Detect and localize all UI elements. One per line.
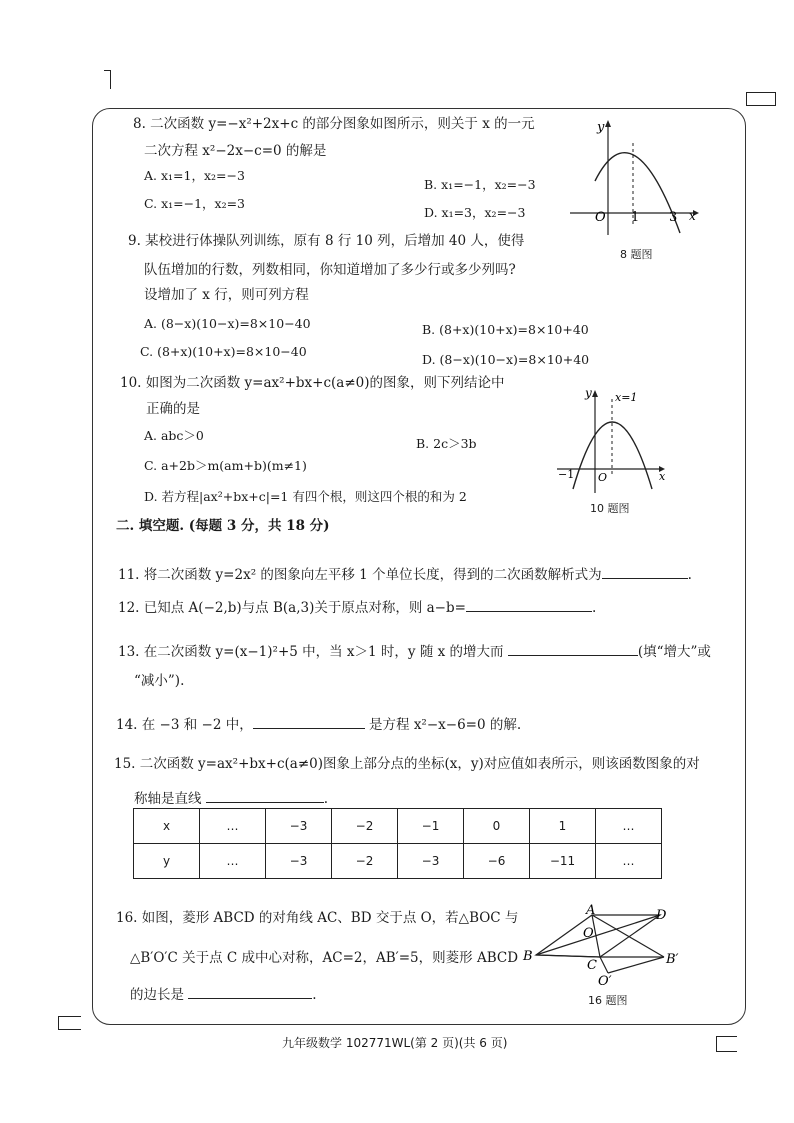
table-cell: y — [134, 844, 200, 879]
q8-option-a: A. x₁=1，x₂=−3 — [144, 168, 245, 183]
q13-line1 — [118, 643, 711, 660]
q10-option-a: A. abc＞0 — [144, 428, 204, 443]
table-cell: … — [596, 844, 662, 879]
q8-line2: 二次方程 x²−2x−c=0 的解是 — [144, 143, 327, 159]
q15-period: . — [323, 791, 329, 807]
q10-option-c: C. a+2b＞m(am+b)(m≠1) — [144, 458, 307, 473]
q14-post: 是方程 x²−x−6=0 的解. — [369, 717, 522, 733]
table-cell: −2 — [332, 809, 398, 844]
q12-text — [118, 599, 596, 616]
page-footer: 九年级数学 102771WL(第 2 页)(共 6 页) — [282, 1036, 508, 1050]
q10-graph-origin: O — [598, 471, 608, 484]
q10-graph-y-label: y — [585, 386, 592, 400]
q15-line2-stem: 称轴是直线 — [134, 791, 202, 807]
table-cell: … — [596, 809, 662, 844]
corner-mark-bottom-left — [58, 1016, 81, 1030]
table-row — [134, 809, 662, 844]
q13-answer-blank[interactable] — [508, 643, 638, 656]
table-cell: … — [200, 844, 266, 879]
q8-line1: 8. 二次函数 y=−x²+2x+c 的部分图象如图所示，则关于 x 的一元 — [133, 116, 535, 132]
q15-value-table — [133, 808, 662, 879]
q15-answer-blank[interactable] — [206, 790, 324, 803]
q16-line2: △B′O′C 关于点 C 成中心对称，AC=2，AB′=5，则菱形 ABCD — [130, 950, 519, 966]
q9-line2: 队伍增加的行数，列数相同，你知道增加了多少行或多少列吗? — [144, 262, 516, 278]
q13-line2: “减小”). — [134, 673, 185, 689]
q10-option-d: D. 若方程|ax²+bx+c|=1 有四个根，则这四个根的和为 2 — [144, 489, 467, 504]
q16-label-b-prime: B′ — [666, 952, 679, 967]
q16-label-a: A — [586, 903, 596, 918]
q8-graph-origin: O — [595, 210, 606, 225]
table-cell: −6 — [464, 844, 530, 879]
table-cell: x — [134, 809, 200, 844]
q16-label-o-prime: O′ — [598, 974, 612, 989]
q9-option-a: A. (8−x)(10−x)=8×10−40 — [144, 316, 311, 331]
q16-line3-stem: 的边长是 — [130, 987, 184, 1003]
q14-text — [116, 716, 521, 733]
q8-caption: 8 题图 — [620, 248, 653, 261]
table-cell: 0 — [464, 809, 530, 844]
table-cell: −2 — [332, 844, 398, 879]
q13-tail: (填“增大”或 — [637, 644, 711, 660]
q16-line1: 16. 如图，菱形 ABCD 的对角线 AC、BD 交于点 O，若△BOC 与 — [116, 910, 519, 926]
q15-line2 — [134, 790, 328, 807]
q11-text — [118, 566, 692, 583]
q16-label-o: O — [583, 926, 594, 941]
q16-answer-blank[interactable] — [188, 986, 312, 999]
corner-mark-top-right — [746, 92, 776, 106]
q8-graph-tick-3: 3 — [669, 210, 678, 225]
q11-stem: 11. 将二次函数 y=2x² 的图象向左平移 1 个单位长度，得到的二次函数解析式为 — [118, 567, 602, 583]
q16-figure — [520, 905, 690, 989]
q10-graph-axis-label: x=1 — [615, 391, 638, 404]
q9-line3: 设增加了 x 行，则可列方程 — [144, 287, 309, 303]
corner-mark-top-left — [104, 70, 111, 89]
q15-line1: 15. 二次函数 y=ax²+bx+c(a≠0)图象上部分点的坐标(x，y)对应值如表所示，则该函数图象的对 — [114, 756, 700, 772]
q8-graph-y-label: y — [597, 120, 605, 135]
q9-option-c: C. (8+x)(10+x)=8×10−40 — [140, 344, 307, 359]
table-cell: 1 — [530, 809, 596, 844]
q16-label-c: C — [587, 958, 597, 973]
table-row — [134, 844, 662, 879]
q16-label-d: D — [656, 908, 667, 923]
q10-graph — [555, 385, 675, 497]
q12-stem: 12. 已知点 A(−2,b)与点 B(a,3)关于原点对称，则 a−b= — [118, 600, 466, 616]
q16-label-b: B — [523, 949, 533, 964]
table-cell: −11 — [530, 844, 596, 879]
q16-caption: 16 题图 — [588, 994, 628, 1007]
q8-option-c: C. x₁=−1，x₂=3 — [144, 196, 246, 211]
q16-line3 — [130, 986, 317, 1003]
q11-period: . — [687, 567, 692, 583]
corner-mark-bottom-right — [716, 1036, 737, 1052]
q12-period: . — [591, 600, 597, 616]
table-cell: −3 — [266, 844, 332, 879]
q8-graph — [565, 115, 705, 245]
q8-graph-x-label: x — [689, 209, 696, 223]
q10-graph-x-label: x — [659, 470, 666, 483]
q8-graph-tick-1: 1 — [631, 210, 640, 225]
q10-graph-tick-neg1: −1 — [558, 468, 575, 481]
q16-period: . — [312, 987, 317, 1003]
q10-caption: 10 题图 — [590, 502, 630, 515]
table-cell: −3 — [266, 809, 332, 844]
table-cell: −3 — [398, 844, 464, 879]
q12-answer-blank[interactable] — [466, 599, 592, 612]
q8-option-d: D. x₁=3，x₂=−3 — [424, 205, 526, 220]
q13-stem: 13. 在二次函数 y=(x−1)²+5 中，当 x＞1 时，y 随 x 的增大而 — [118, 644, 504, 660]
q8-option-b: B. x₁=−1，x₂=−3 — [424, 177, 536, 192]
table-cell: −1 — [398, 809, 464, 844]
section-2-heading: 二. 填空题. (每题 3 分，共 18 分) — [116, 518, 330, 534]
q9-option-d: D. (8−x)(10−x)=8×10+40 — [422, 352, 590, 367]
table-cell: … — [200, 809, 266, 844]
q10-line2: 正确的是 — [146, 401, 200, 417]
q9-option-b: B. (8+x)(10+x)=8×10+40 — [422, 322, 589, 337]
q10-option-b: B. 2c＞3b — [416, 436, 477, 451]
q11-answer-blank[interactable] — [602, 566, 688, 579]
q9-line1: 9. 某校进行体操队列训练，原有 8 行 10 列，后增加 40 人，使得 — [128, 233, 525, 249]
q14-pre: 14. 在 −3 和 −2 中， — [116, 717, 253, 733]
q14-answer-blank[interactable] — [253, 716, 365, 729]
q10-line1: 10. 如图为二次函数 y=ax²+bx+c(a≠0)的图象，则下列结论中 — [120, 375, 505, 391]
